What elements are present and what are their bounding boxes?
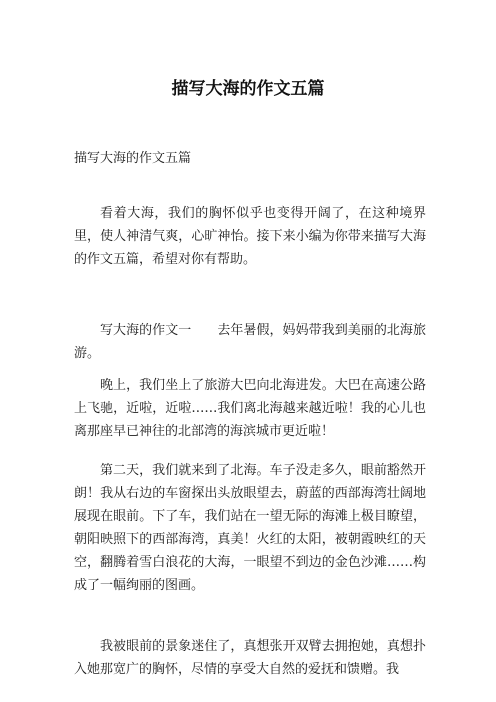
document-subtitle: 描写大海的作文五篇 — [74, 151, 192, 166]
evening-paragraph: 晚上，我们坐上了旅游大巴向北海进发。大巴在高速公路上飞驰，近啦，近啦……我们离北海越来越近啦！我的心儿也离那座早已神往的北部湾的海滨城市更近啦！ — [74, 378, 426, 439]
essay-one-opening-paragraph — [74, 319, 426, 365]
second-day-paragraph: 第二天，我们就来到了北海。车子没走多久，眼前豁然开朗！我从右边的车窗探出头放眼望去，蔚蓝的西部海湾壮阔地展现在眼前。下了车，我们站在一望无际的海滩上极目瞭望，朝阳映照下的西部海湾，真美！火红的太阳，被朝霞映红的天空，翻腾着雪白浪花的大海，一眼望不到边的金色沙滩……构成了一幅绚丽的图画。 — [74, 463, 426, 593]
essay-one-first-line: 去年暑假，妈妈带我到美丽的北海旅游。 — [74, 323, 426, 361]
document-title: 描写大海的作文五篇 — [171, 79, 325, 99]
fascinated-paragraph: 我被眼前的景象迷住了，真想张开双臂去拥抱她，真想扑入她那宽广的胸怀，尽情的享受大自然的爱抚和馈赠。我 — [74, 639, 426, 677]
essay-one-heading: 写大海的作文一 — [100, 323, 192, 338]
intro-paragraph: 看着大海，我们的胸怀似乎也变得开阔了，在这种境界里，使人神清气爽，心旷神怡。接下来小编为你带来描写大海的作文五篇，希望对你有帮助。 — [74, 206, 426, 267]
